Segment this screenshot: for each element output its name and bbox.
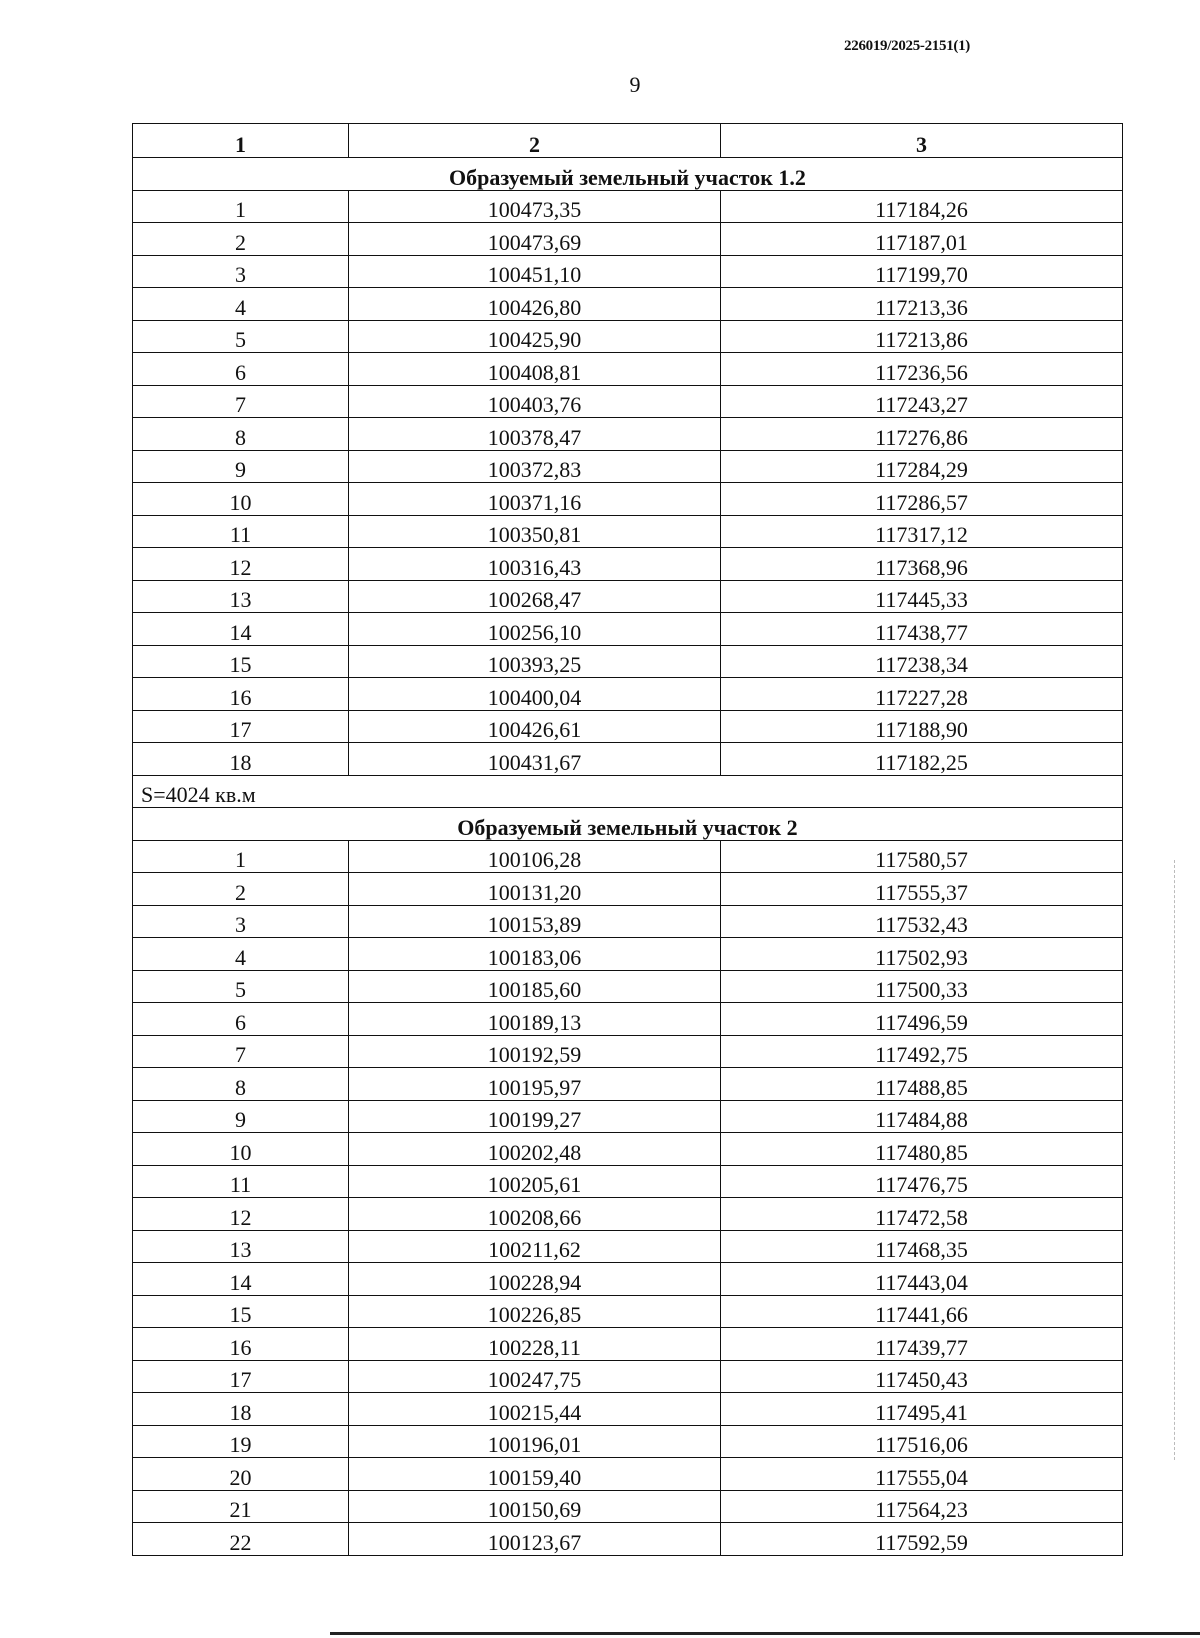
table-row [133,970,1123,1003]
section-title-row [133,808,1123,841]
point-number: 17 [133,710,349,743]
coordinate-x: 100185,60 [349,970,721,1003]
coordinate-y: 117317,12 [721,515,1123,548]
coordinate-x: 100425,90 [349,320,721,353]
point-number: 11 [133,1165,349,1198]
coordinate-y: 117472,58 [721,1198,1123,1231]
point-number: 10 [133,1133,349,1166]
point-number: 14 [133,613,349,646]
table-row [133,938,1123,971]
coordinate-y: 117488,85 [721,1068,1123,1101]
table-row [133,1198,1123,1231]
coordinate-x: 100202,48 [349,1133,721,1166]
coordinate-x: 100192,59 [349,1035,721,1068]
table-row [133,1165,1123,1198]
table-row [133,450,1123,483]
table-row [133,840,1123,873]
coordinate-y: 117227,28 [721,678,1123,711]
coordinate-x: 100378,47 [349,418,721,451]
page-number: 9 [629,72,641,97]
table-row [133,515,1123,548]
coordinate-x: 100316,43 [349,548,721,581]
table-row [133,1068,1123,1101]
coordinate-x: 100153,89 [349,905,721,938]
point-number: 22 [133,1523,349,1556]
point-number: 2 [133,223,349,256]
table-row [133,1523,1123,1556]
coordinate-x: 100247,75 [349,1360,721,1393]
coordinate-x: 100189,13 [349,1003,721,1036]
point-number: 6 [133,353,349,386]
coordinate-y: 117439,77 [721,1328,1123,1361]
point-number: 15 [133,645,349,678]
section-title: Образуемый земельный участок 1.2 [133,158,1123,191]
coordinate-x: 100106,28 [349,840,721,873]
point-number: 10 [133,483,349,516]
table-row [133,743,1123,776]
coordinate-y: 117368,96 [721,548,1123,581]
coordinate-x: 100211,62 [349,1230,721,1263]
point-number: 15 [133,1295,349,1328]
table-row [133,613,1123,646]
table-row [133,320,1123,353]
coordinate-y: 117496,59 [721,1003,1123,1036]
area-value: S=4024 кв.м [133,775,1123,808]
coordinate-x: 100426,61 [349,710,721,743]
coordinate-y: 117236,56 [721,353,1123,386]
coordinate-y: 117188,90 [721,710,1123,743]
table-row [133,1295,1123,1328]
coordinate-x: 100473,69 [349,223,721,256]
point-number: 7 [133,385,349,418]
point-number: 9 [133,450,349,483]
coordinate-x: 100159,40 [349,1458,721,1491]
table-row [133,710,1123,743]
table-row [133,385,1123,418]
point-number: 1 [133,840,349,873]
coordinate-x: 100215,44 [349,1393,721,1426]
point-number: 2 [133,873,349,906]
table-row [133,1425,1123,1458]
coordinate-y: 117500,33 [721,970,1123,1003]
table-row [133,548,1123,581]
coordinate-y: 117555,04 [721,1458,1123,1491]
point-number: 14 [133,1263,349,1296]
coordinate-y: 117532,43 [721,905,1123,938]
point-number: 18 [133,1393,349,1426]
coordinate-y: 117580,57 [721,840,1123,873]
table-row [133,288,1123,321]
point-number: 17 [133,1360,349,1393]
coordinate-y: 117286,57 [721,483,1123,516]
coordinate-x: 100131,20 [349,873,721,906]
point-number: 12 [133,1198,349,1231]
coordinate-x: 100371,16 [349,483,721,516]
coordinate-y: 117502,93 [721,938,1123,971]
coordinate-x: 100228,94 [349,1263,721,1296]
section-title-row [133,158,1123,191]
point-number: 3 [133,905,349,938]
point-number: 4 [133,938,349,971]
coordinate-y: 117480,85 [721,1133,1123,1166]
coordinate-x: 100228,11 [349,1328,721,1361]
table-row [133,645,1123,678]
table-row [133,1490,1123,1523]
coordinate-x: 100451,10 [349,255,721,288]
table-row [133,1003,1123,1036]
point-number: 8 [133,418,349,451]
table-row [133,678,1123,711]
coordinate-y: 117184,26 [721,190,1123,223]
coordinate-y: 117443,04 [721,1263,1123,1296]
table-row [133,1035,1123,1068]
coordinate-y: 117199,70 [721,255,1123,288]
table-row [133,1458,1123,1491]
table-row [133,1263,1123,1296]
table-row [133,1100,1123,1133]
column-header: 2 [349,124,721,158]
point-number: 21 [133,1490,349,1523]
table-row [133,418,1123,451]
point-number: 5 [133,320,349,353]
point-number: 18 [133,743,349,776]
coordinate-x: 100372,83 [349,450,721,483]
column-header: 1 [133,124,349,158]
coordinate-x: 100256,10 [349,613,721,646]
coordinate-x: 100199,27 [349,1100,721,1133]
coordinate-y: 117238,34 [721,645,1123,678]
point-number: 19 [133,1425,349,1458]
coordinate-x: 100123,67 [349,1523,721,1556]
coordinate-y: 117492,75 [721,1035,1123,1068]
point-number: 16 [133,678,349,711]
coordinate-x: 100393,25 [349,645,721,678]
coordinate-y: 117516,06 [721,1425,1123,1458]
coordinate-x: 100208,66 [349,1198,721,1231]
table-row [133,1328,1123,1361]
coordinate-x: 100408,81 [349,353,721,386]
scan-margin-mark [1174,860,1176,1460]
table-row [133,580,1123,613]
document-number: 226019/2025-2151(1) [844,38,970,54]
point-number: 4 [133,288,349,321]
coordinate-x: 100150,69 [349,1490,721,1523]
coordinate-x: 100196,01 [349,1425,721,1458]
coordinate-y: 117484,88 [721,1100,1123,1133]
table-row [133,1230,1123,1263]
coordinate-y: 117284,29 [721,450,1123,483]
coordinate-x: 100205,61 [349,1165,721,1198]
coordinate-y: 117468,35 [721,1230,1123,1263]
coordinate-y: 117187,01 [721,223,1123,256]
table-row [133,873,1123,906]
table-row [133,255,1123,288]
coordinate-x: 100426,80 [349,288,721,321]
table-row [133,223,1123,256]
table-row [133,1393,1123,1426]
point-number: 5 [133,970,349,1003]
table-row [133,1133,1123,1166]
coordinate-y: 117592,59 [721,1523,1123,1556]
coordinate-x: 100195,97 [349,1068,721,1101]
point-number: 1 [133,190,349,223]
coordinate-y: 117276,86 [721,418,1123,451]
coordinate-y: 117438,77 [721,613,1123,646]
table-row [133,905,1123,938]
area-row [133,775,1123,808]
coordinate-y: 117213,86 [721,320,1123,353]
table-row [133,190,1123,223]
coordinate-x: 100473,35 [349,190,721,223]
coordinate-x: 100268,47 [349,580,721,613]
section-title: Образуемый земельный участок 2 [133,808,1123,841]
point-number: 11 [133,515,349,548]
point-number: 13 [133,1230,349,1263]
coordinate-y: 117450,43 [721,1360,1123,1393]
point-number: 3 [133,255,349,288]
coordinate-y: 117495,41 [721,1393,1123,1426]
coordinate-x: 100400,04 [349,678,721,711]
table-row [133,1360,1123,1393]
coordinate-y: 117476,75 [721,1165,1123,1198]
column-header: 3 [721,124,1123,158]
table-row [133,353,1123,386]
table-row [133,483,1123,516]
coordinates-table [132,123,1123,1556]
point-number: 8 [133,1068,349,1101]
coordinate-y: 117213,36 [721,288,1123,321]
point-number: 7 [133,1035,349,1068]
coordinate-x: 100403,76 [349,385,721,418]
footer-rule [330,1632,1200,1635]
point-number: 20 [133,1458,349,1491]
coordinate-y: 117243,27 [721,385,1123,418]
coordinate-y: 117555,37 [721,873,1123,906]
coordinate-y: 117441,66 [721,1295,1123,1328]
point-number: 12 [133,548,349,581]
point-number: 13 [133,580,349,613]
coordinate-y: 117445,33 [721,580,1123,613]
coordinate-y: 117564,23 [721,1490,1123,1523]
coordinate-x: 100431,67 [349,743,721,776]
point-number: 16 [133,1328,349,1361]
coordinate-x: 100226,85 [349,1295,721,1328]
point-number: 9 [133,1100,349,1133]
coordinate-x: 100350,81 [349,515,721,548]
header-row [133,124,1123,158]
point-number: 6 [133,1003,349,1036]
coordinate-y: 117182,25 [721,743,1123,776]
coordinate-x: 100183,06 [349,938,721,971]
